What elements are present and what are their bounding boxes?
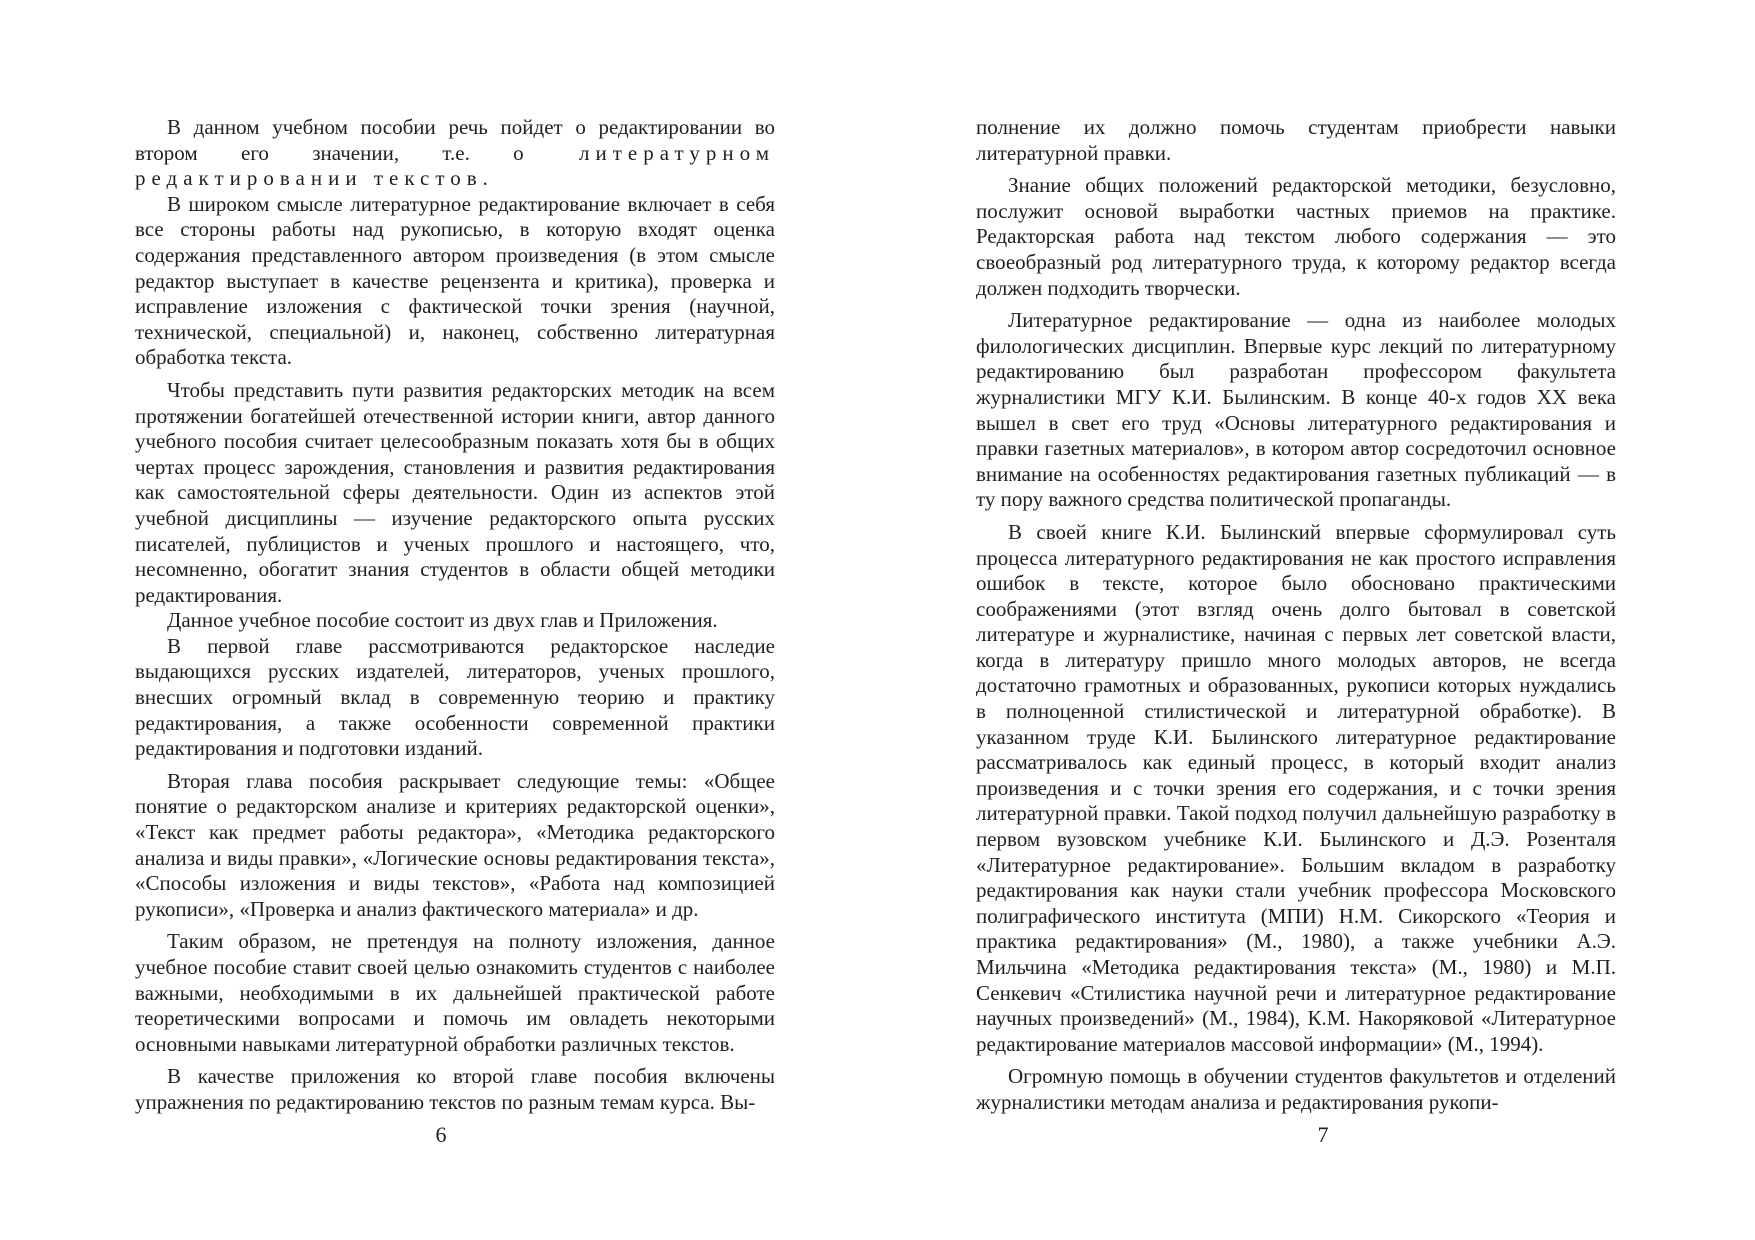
left-paragraph-2: В широком смысле литературное редактирование включает в себя все стороны работы над рукописью, в которую входят оценка содержания представленного автором произведения (в этом смысле редактор выступает в качестве рецензента и критика), проверка и исправление изложения с фактической точки зрения (научной, технической, специальной) и, наконец, собственно литературная обработка текста. <box>135 191 775 370</box>
right-paragraph-5: Огромную помощь в обучении студентов факультетов и отделений журналистики методам анализа и редактирования рукопи- <box>976 1064 1616 1114</box>
left-page-text <box>135 115 775 1116</box>
right-paragraph-2: Знание общих положений редакторской методики, безусловно, послужит основой выработки частных приемов на практике. Редакторская работа над текстом любого содержания — это своеобразный род литературного труда, к которому редактор всегда должен подходить творчески. <box>976 173 1616 300</box>
left-paragraph-5: В первой главе рассмотриваются редакторское наследие выдающихся русских издателей, литераторов, ученых прошлого, внесших огромный вклад в современную теорию и практику редактирования, а также особенности современной практики редактирования и подготовки изданий. <box>135 633 775 761</box>
left-p1-start: В данном учебном пособии речь пойдет о редактировании во втором его значении, т.е. <box>135 115 775 165</box>
left-p1-spaced-emphasis: о литературном редактировании текстов <box>135 140 775 191</box>
left-paragraph-8: В качестве приложения ко второй главе пособия включены упражнения по редактированию текстов по разным темам курса. Вы- <box>135 1064 775 1114</box>
right-paragraph-3: Литературное редактирование — одна из наиболее молодых филологических дисциплин. Впервые курс лекций по литературному редактированию был разработан профессором факультета журналистики МГУ К.И. Былинским. В конце 40-х годов XX века вышел в свет его труд «Основы литературного редактирования и правки газетных материалов», в котором автор сосредоточил основное внимание на особенностях редактирования газетных публикаций — в ту пору важного средства политической пропаганды. <box>976 308 1616 512</box>
left-p1-end: . <box>482 166 488 191</box>
right-page <box>976 115 1616 1116</box>
left-paragraph-3: Чтобы представить пути развития редакторских методик на всем протяжении богатейшей отечественной истории книги, автор данного учебного пособия считает целесообразным показать хотя бы в общих чертах процесс зарождения, становления и развития редактирования как самостоятельной сферы деятельности. Один из аспектов этой учебной дисциплины — изучение редакторского опыта русских писателей, публицистов и ученых прошлого и настоящего, что, несомненно, обогатит знания студентов в области общей методики редактирования. <box>135 377 775 607</box>
left-paragraph-4: Данное учебное пособие состоит из двух глав и Приложения. <box>167 608 718 633</box>
left-paragraph-6: Вторая глава пособия раскрывает следующие темы: «Общее понятие о редакторском анализе и критериях редакторской оценки», «Текст как предмет работы редактора», «Методика редакторского анализа и виды правки», «Логические основы редактирования текста», «Способы изложения и виды текстов», «Работа над композицией рукописи», «Проверка и анализ фактического материала» и др. <box>135 768 775 921</box>
left-paragraph-1 <box>135 115 775 192</box>
left-page <box>135 115 775 1116</box>
right-paragraph-4: В своей книге К.И. Былинский впервые сформулировал суть процесса литературного редактирования не как простого исправления ошибок в тексте, которое было обосновано практическими соображениями (этот взгляд очень долго бытовал в советской литературе и журналистике, начиная с первых лет советской власти, когда в литературу пришло много молодых авторов, не всегда достаточно грамотных и образованных, рукописи которых нуждались в полноценной стилистической и литературной обработке). В указанном труде К.И. Былинского литературное редактирование рассматривалось как единый процесс, в который входит анализ произведения и с точки зрения его содержания, и с точки зрения литературной правки. Такой подход получил дальнейшую разработку в первом вузовском учебнике К.И. Былинского и Д.Э. Розенталя «Литературное редактирование». Большим вкладом в разработку редактирования как науки стали учебник профессора Московского полиграфического института (МПИ) Н.М. Сикорского «Теория и практика редактирования» (М., 1980), а также учебники А.Э. Мильчина «Методика редактирования текста» (М., 1980) и М.П. Сенкевич «Стилистика научной речи и литературное редактирование научных произведений» (М., 1984), К.М. Накоряковой «Литературное редактирование материалов массовой информации» (М., 1994). <box>976 519 1616 1056</box>
right-page-text <box>976 115 1616 1116</box>
left-paragraph-7: Таким образом, не претендуя на полноту изложения, данное учебное пособие ставит своей целью ознакомить студентов с наиболее важными, необходимыми в их дальнейшей практической работе теоретическими вопросами и помочь им овладеть некоторыми основными навыками литературной обработки различных текстов. <box>135 929 775 1056</box>
page-number-right: 7 <box>1317 1122 1329 1147</box>
page-number-left: 6 <box>435 1122 447 1147</box>
right-paragraph-1: полнение их должно помочь студентам приобрести навыки литературной правки. <box>976 115 1616 165</box>
